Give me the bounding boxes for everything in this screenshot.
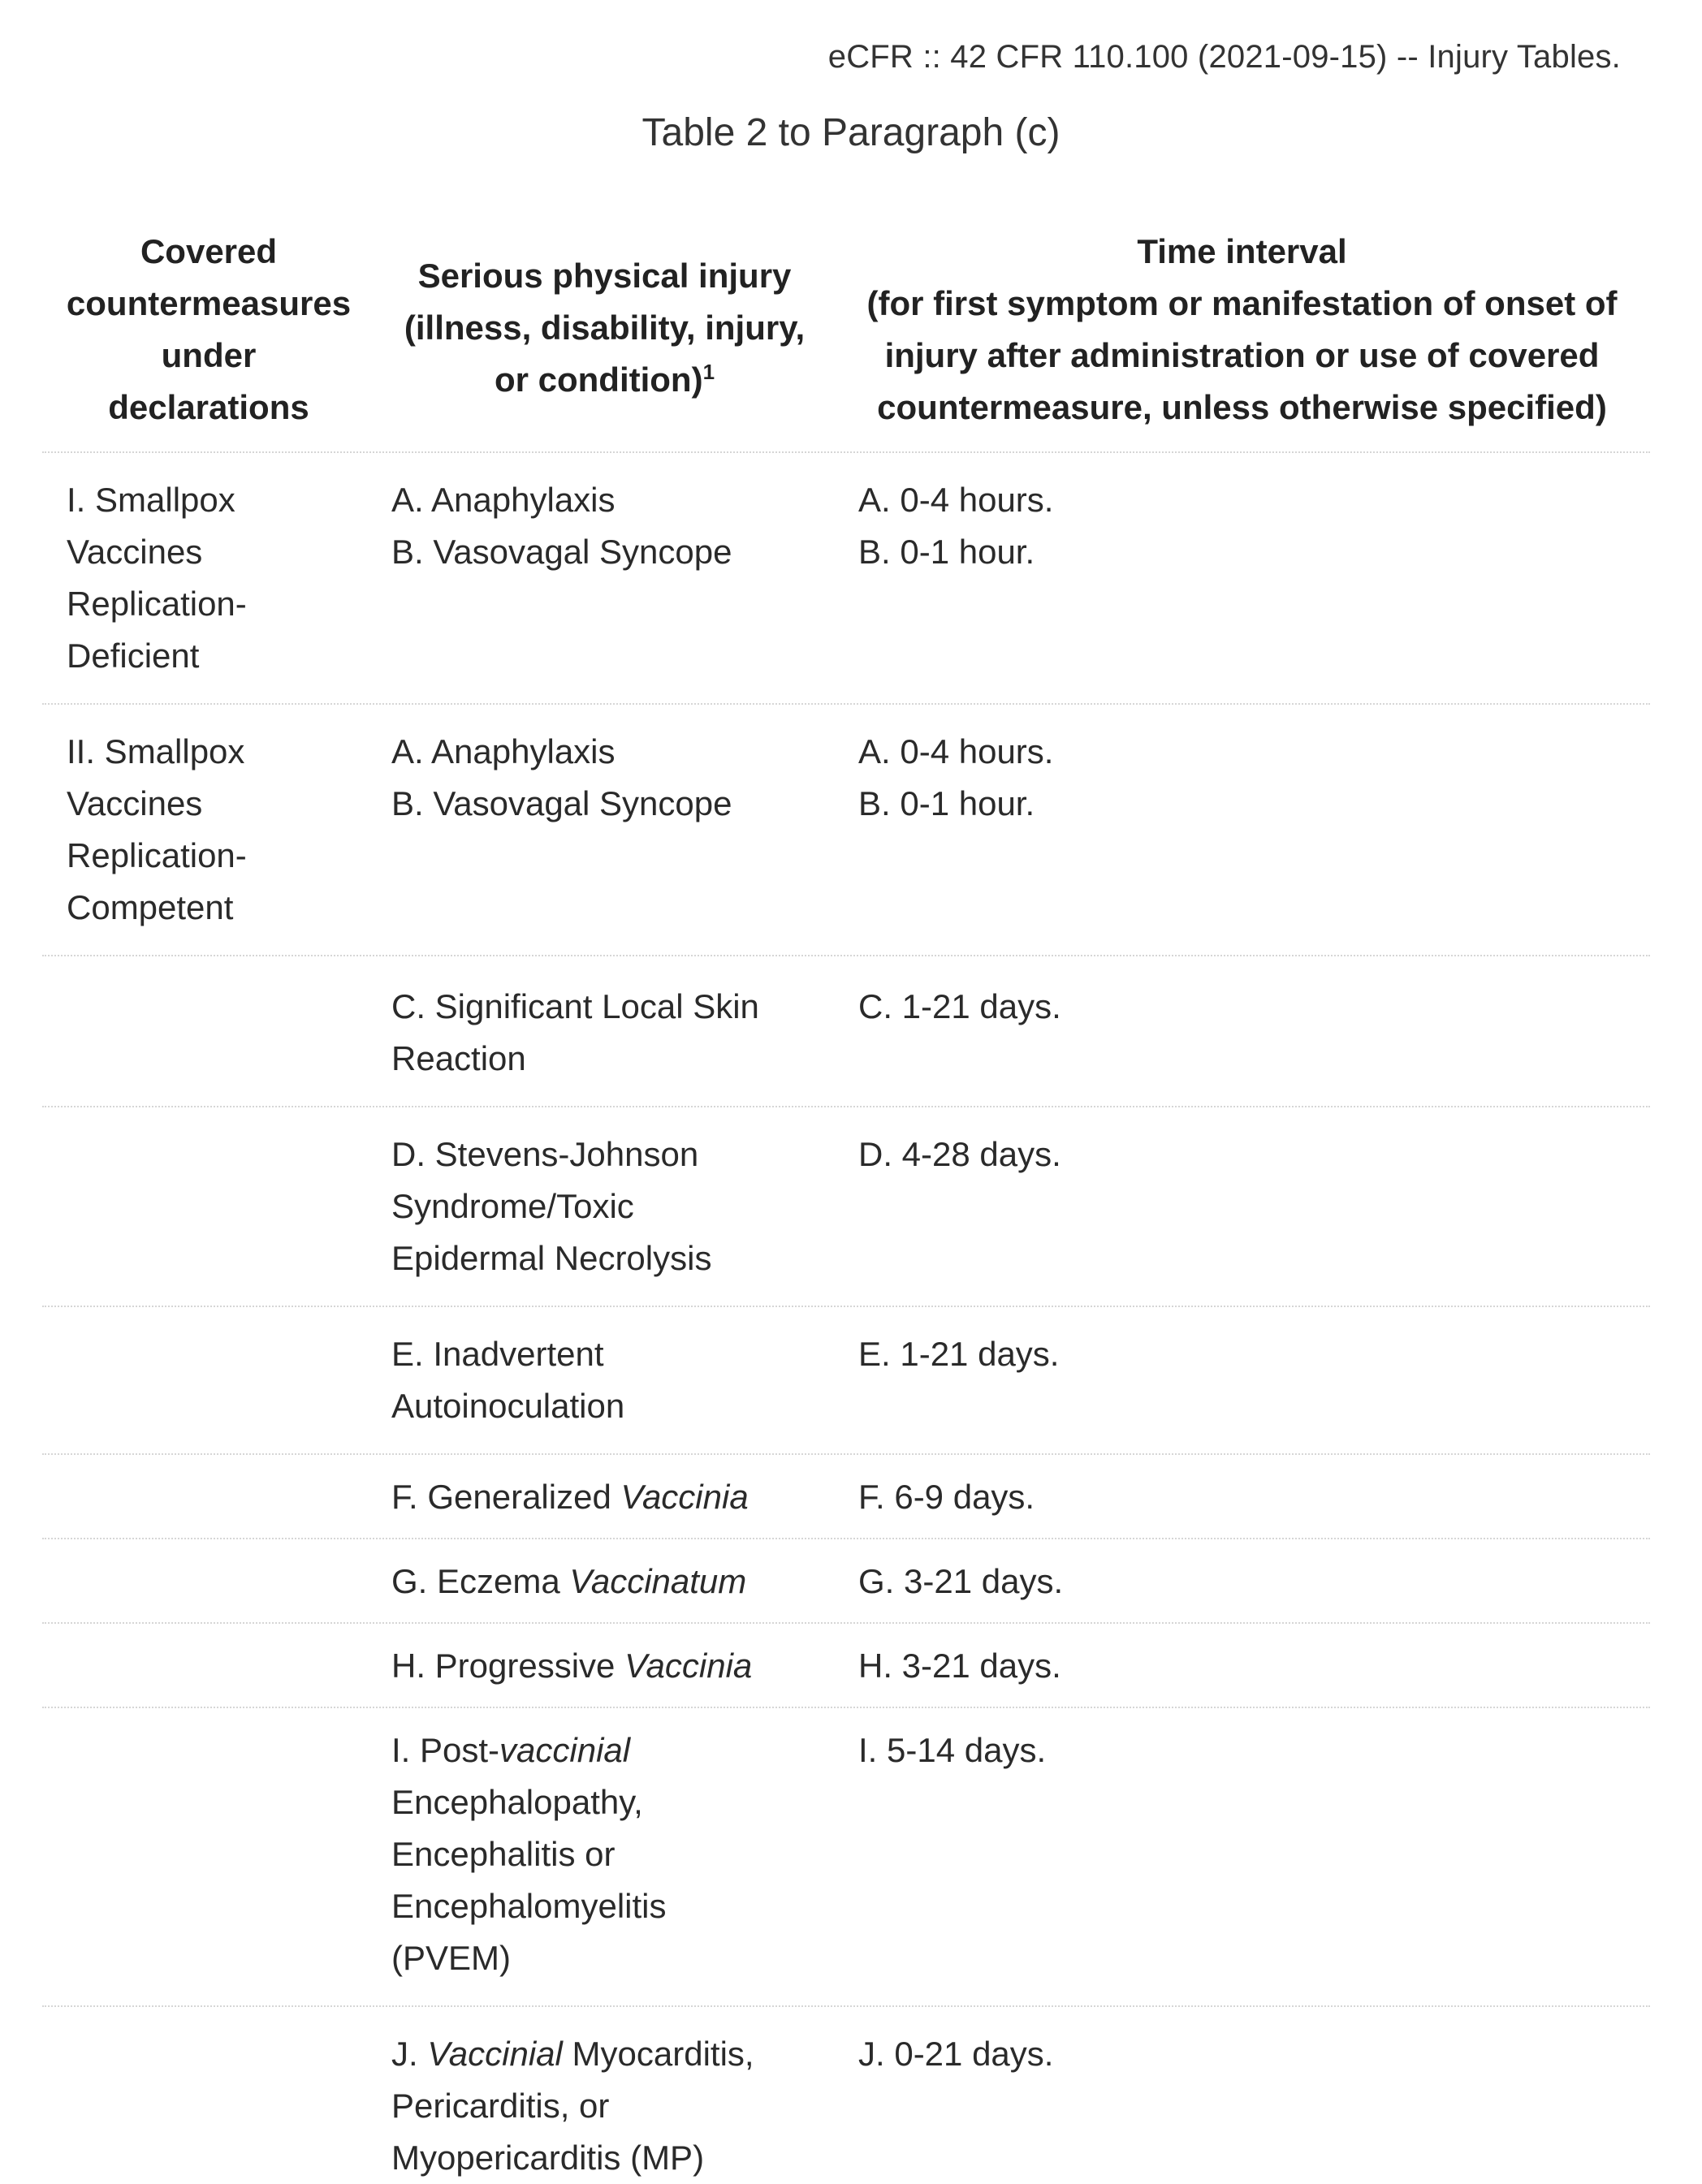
cell-text <box>391 2028 834 2080</box>
cell-text: Myocarditis, <box>562 2035 754 2073</box>
header-injury <box>375 226 834 434</box>
cell-text: Vaccines <box>67 533 203 571</box>
header-text: or condition) <box>494 360 703 399</box>
cell-text: J. 0-21 days. <box>858 2035 1054 2073</box>
cell-text: Competent <box>67 888 234 926</box>
table-row <box>42 2007 1650 2184</box>
cell-text: D. Stevens-Johnson <box>391 1135 699 1173</box>
header-text: (for first symptom or manifestation of onset of <box>866 284 1618 322</box>
cell-text <box>391 1724 834 1776</box>
countermeasure-cell <box>42 1556 375 1608</box>
cell-text: A. 0-4 hours. <box>858 732 1054 770</box>
cell-text-italic: Vaccinatum <box>569 1562 747 1600</box>
table-title: Table 2 to Paragraph (c) <box>641 111 1061 154</box>
cell-text: I. Smallpox <box>67 481 235 519</box>
injury-cell <box>375 474 834 682</box>
cell-text: Vaccines <box>67 784 203 822</box>
cell-text: F. 6-9 days. <box>858 1478 1035 1516</box>
table-row <box>42 1107 1650 1307</box>
cell-text: Replication- <box>67 836 247 874</box>
cell-text: E. 1-21 days. <box>858 1335 1060 1373</box>
cell-text-italic: Vaccinia <box>624 1647 753 1685</box>
table-row <box>42 956 1650 1107</box>
header-text: declarations <box>108 388 309 426</box>
injury-cell <box>375 1129 834 1284</box>
cell-text: F. Generalized <box>391 1478 621 1516</box>
cell-text <box>391 1640 834 1692</box>
header-text: (illness, disability, injury, <box>404 309 806 347</box>
cell-text: Encephalitis or <box>391 1835 616 1873</box>
cell-text: B. Vasovagal Syncope <box>391 784 732 822</box>
header-text: under <box>161 336 257 374</box>
injury-cell <box>375 981 834 1085</box>
cell-text: E. Inadvertent <box>391 1335 604 1373</box>
interval-cell <box>834 1471 1650 1523</box>
table-row <box>42 705 1650 956</box>
countermeasure-cell <box>42 1471 375 1523</box>
interval-cell <box>834 1724 1650 1984</box>
interval-cell <box>834 981 1650 1085</box>
cell-text: G. Eczema <box>391 1562 570 1600</box>
cell-text: B. 0-1 hour. <box>858 784 1035 822</box>
injury-cell <box>375 1640 834 1692</box>
interval-cell <box>834 1129 1650 1284</box>
cell-text: Encephalomyelitis <box>391 1887 667 1925</box>
header-text: injury after administration or use of covered <box>884 336 1600 374</box>
cell-text: (PVEM) <box>391 1939 511 1977</box>
header-text <box>383 354 826 406</box>
interval-cell <box>834 474 1650 682</box>
cell-text: B. 0-1 hour. <box>858 533 1035 571</box>
injury-cell <box>375 1724 834 1984</box>
cell-text: H. 3-21 days. <box>858 1647 1061 1685</box>
cell-text: A. Anaphylaxis <box>391 481 616 519</box>
cell-text: C. 1-21 days. <box>858 987 1061 1025</box>
countermeasure-cell <box>42 1328 375 1432</box>
header-text: Serious physical injury <box>417 257 792 295</box>
injury-cell <box>375 1471 834 1523</box>
cell-text-italic: Vaccinia <box>620 1478 749 1516</box>
cell-text: Autoinoculation <box>391 1387 625 1425</box>
injury-cell <box>375 1328 834 1432</box>
cell-text: Reaction <box>391 1039 526 1077</box>
cell-text: Deficient <box>67 637 200 675</box>
cell-text: J. <box>391 2035 428 2073</box>
cell-text: H. Progressive <box>391 1647 625 1685</box>
cell-text: G. 3-21 days. <box>858 1562 1064 1600</box>
cell-text: B. Vasovagal Syncope <box>391 533 732 571</box>
cell-text: C. Significant Local Skin <box>391 987 759 1025</box>
countermeasure-cell <box>42 726 375 934</box>
header-text: Covered <box>140 232 278 270</box>
cell-text-italic: vaccinial <box>499 1731 631 1769</box>
cell-text <box>391 1556 834 1608</box>
table-row <box>42 453 1650 705</box>
cell-text: Encephalopathy, <box>391 1783 643 1821</box>
cell-text: Myopericarditis (MP) <box>391 2139 705 2177</box>
cell-text: Epidermal Necrolysis <box>391 1239 712 1277</box>
footnote-marker: 1 <box>702 360 715 384</box>
countermeasure-cell <box>42 1640 375 1692</box>
interval-cell <box>834 1556 1650 1608</box>
cell-text: A. Anaphylaxis <box>391 732 616 770</box>
cell-text: II. Smallpox <box>67 732 245 770</box>
countermeasure-cell <box>42 474 375 682</box>
countermeasure-cell <box>42 1129 375 1284</box>
table-row <box>42 1708 1650 2007</box>
cell-text: Pericarditis, or <box>391 2087 610 2125</box>
injury-table <box>42 209 1650 2184</box>
cell-text: I. Post- <box>391 1731 500 1769</box>
countermeasure-cell <box>42 2028 375 2184</box>
injury-cell <box>375 1556 834 1608</box>
header-text: countermeasures <box>66 284 352 322</box>
table-row <box>42 1539 1650 1624</box>
interval-cell <box>834 1328 1650 1432</box>
cell-text <box>391 1471 834 1523</box>
cell-text-italic: Vaccinial <box>427 2035 563 2073</box>
injury-cell <box>375 726 834 934</box>
cell-text: I. 5-14 days. <box>858 1731 1047 1769</box>
interval-cell <box>834 1640 1650 1692</box>
header-text: Time interval <box>1137 232 1347 270</box>
header-time-interval <box>834 226 1650 434</box>
cell-text: Replication- <box>67 585 247 623</box>
table-row <box>42 1624 1650 1708</box>
cell-text: Syndrome/Toxic <box>391 1187 634 1225</box>
header-text: countermeasure, unless otherwise specified) <box>877 388 1607 426</box>
countermeasure-cell <box>42 1724 375 1984</box>
countermeasure-cell <box>42 981 375 1085</box>
interval-cell <box>834 726 1650 934</box>
injury-cell <box>375 2028 834 2184</box>
table-row <box>42 1307 1650 1455</box>
header-countermeasures <box>42 226 375 434</box>
interval-cell <box>834 2028 1650 2184</box>
cell-text: A. 0-4 hours. <box>858 481 1054 519</box>
cell-text: D. 4-28 days. <box>858 1135 1061 1173</box>
table-row <box>42 1455 1650 1539</box>
table-header-row <box>42 209 1650 453</box>
running-header: eCFR :: 42 CFR 110.100 (2021-09-15) -- Injury Tables. <box>827 39 1621 75</box>
